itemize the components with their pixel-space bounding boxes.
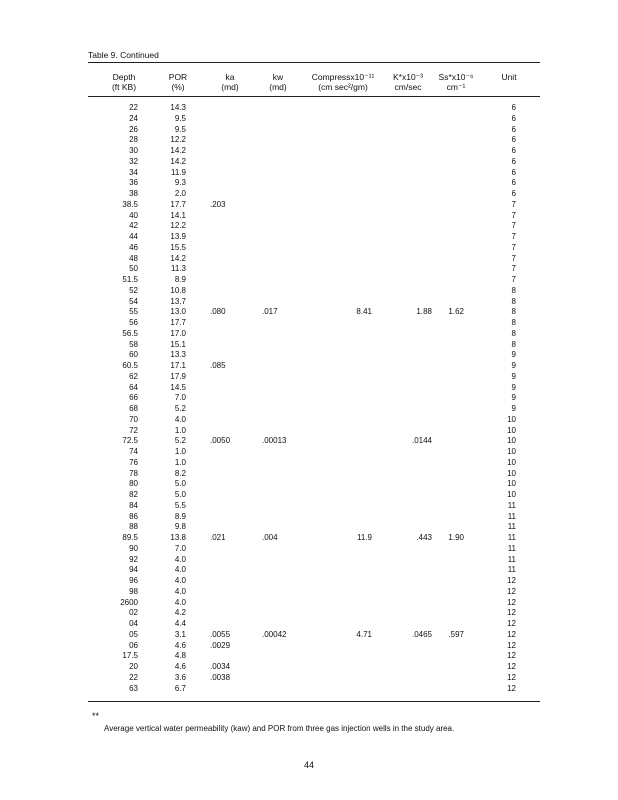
cell-unit: 10 [507,414,516,424]
cell-ka: .080 [210,307,226,317]
table-row [0,544,618,554]
cell-unit: 7 [511,253,516,263]
cell-depth: 38.5 [122,199,138,209]
cell-unit: 10 [507,447,516,456]
cell-por: 8.9 [174,511,186,521]
top-rule [88,62,540,63]
table-row [0,318,618,328]
cell-depth: 20 [129,662,138,671]
cell-por: 4.6 [174,662,186,671]
cell-unit: 8 [511,296,516,306]
table-row [0,565,618,575]
cell-por: 4.0 [174,565,186,575]
cell-por: 14.3 [170,103,186,112]
table-row [0,587,618,597]
cell-unit: 12 [507,683,516,693]
cell-depth: 32 [129,156,138,166]
header-ss [432,72,480,92]
cell-depth: 42 [129,221,138,231]
cell-ka: .0038 [210,672,231,682]
table-row [0,200,618,210]
cell-unit: 6 [511,135,516,145]
cell-ka: .0034 [210,662,231,671]
cell-unit: 11 [507,565,516,575]
cell-por: 8.2 [174,468,186,478]
cell-por: 15.1 [170,339,186,349]
header-ss-label: Ss*x10⁻⁶ [438,72,474,82]
cell-depth: 78 [129,468,138,478]
cell-ka: .0029 [210,640,231,650]
cell-comp: 8.41 [356,307,372,317]
cell-unit: 7 [511,242,516,252]
table-row [0,146,618,156]
cell-depth: 56.5 [122,328,138,338]
table-row [0,522,618,532]
cell-por: 13.3 [170,350,186,360]
cell-por: 5.5 [174,500,186,510]
cell-k: 1.88 [416,307,432,317]
cell-unit: 11 [507,533,516,542]
cell-por: 14.5 [170,382,186,392]
header-unit-label: Unit [501,72,517,82]
cell-por: 9.3 [174,178,186,188]
cell-unit: 9 [511,382,516,392]
table-row [0,684,618,694]
cell-depth: 98 [129,586,138,596]
cell-depth: 52 [129,285,138,295]
cell-unit: 7 [511,264,516,274]
table-row [0,103,618,113]
cell-depth: 92 [129,554,138,564]
cell-ka: .0055 [210,629,231,639]
bottom-rule [88,701,540,702]
cell-ka: .0050 [210,436,231,446]
cell-unit: 7 [511,210,516,220]
cell-depth: 54 [129,296,138,306]
cell-unit: 11 [507,511,516,521]
cell-unit: 10 [507,425,516,435]
cell-unit: 6 [511,189,516,198]
cell-depth: 50 [129,264,138,274]
cell-k: .0465 [411,629,432,639]
cell-unit: 9 [511,350,516,360]
table-row [0,512,618,522]
cell-unit: 9 [511,393,516,403]
cell-por: 12.2 [170,221,186,231]
cell-unit: 11 [507,554,516,564]
header-ss-unit: cm⁻¹ [446,82,466,92]
cell-por: 4.8 [174,651,186,661]
cell-por: 13.8 [170,533,186,542]
header-compress-unit: (cm sec²/gm) [318,82,368,92]
cell-unit: 6 [511,146,516,155]
cell-depth: 86 [129,511,138,521]
cell-por: 13.9 [170,232,186,241]
table-row [0,189,618,199]
cell-por: 4.2 [174,608,186,618]
header-compress [306,72,380,92]
header-kw-label: kw [272,72,284,82]
table-row [0,178,618,188]
cell-depth: 04 [129,619,138,628]
cell-por: 17.0 [170,328,186,338]
table-row [0,361,618,371]
cell-unit: 10 [507,468,516,478]
table-row [0,458,618,468]
cell-depth: 72 [129,425,138,435]
cell-por: 1.0 [174,425,186,435]
table-row [0,641,618,651]
cell-k: .0144 [411,436,432,446]
cell-depth: 72.5 [122,436,138,446]
cell-por: 4.0 [174,554,186,564]
cell-s: 1.90 [448,533,464,542]
cell-depth: 82 [129,490,138,499]
cell-s: 1.62 [448,307,464,317]
cell-por: 15.5 [170,242,186,252]
table-row [0,232,618,242]
table-row [0,630,618,640]
table-row [0,555,618,565]
cell-depth: 58 [129,339,138,349]
cell-unit: 6 [511,103,516,112]
cell-depth: 26 [129,124,138,134]
table-row [0,608,618,618]
cell-unit: 7 [511,275,516,284]
table-row [0,307,618,317]
table-row [0,651,618,661]
table-row [0,329,618,339]
footnote: Average vertical water permeability (kaw) and POR from three gas injection wells in the study area. [104,724,455,733]
cell-por: 2.0 [174,189,186,198]
cell-comp: 11.9 [357,533,372,542]
cell-unit: 12 [507,608,516,618]
cell-depth: 60.5 [122,361,138,370]
cell-unit: 11 [507,522,516,532]
cell-por: 7.0 [174,393,186,403]
cell-por: 14.2 [170,156,186,166]
cell-por: 4.0 [174,586,186,596]
cell-unit: 12 [507,640,516,650]
cell-depth: 22 [129,103,138,112]
cell-por: 4.0 [174,414,186,424]
cell-unit: 7 [511,221,516,231]
cell-unit: 8 [511,339,516,349]
cell-por: 7.0 [174,543,186,553]
table-row [0,393,618,403]
cell-depth: 48 [129,253,138,263]
table-row [0,254,618,264]
cell-por: 1.0 [174,447,186,456]
cell-unit: 10 [507,457,516,467]
cell-por: 3.1 [174,629,186,639]
cell-por: 17.7 [170,199,186,209]
header-compress-label: Compressx10⁻¹¹ [311,72,375,82]
cell-depth: 89.5 [122,533,138,542]
cell-unit: 8 [511,307,516,317]
cell-unit: 12 [507,662,516,671]
cell-por: 10.8 [170,285,186,295]
cell-por: 12.2 [170,135,186,145]
cell-unit: 6 [511,178,516,188]
cell-depth: 70 [129,414,138,424]
cell-depth: 51.5 [122,275,138,284]
cell-unit: 8 [511,328,516,338]
table-row [0,372,618,382]
header-por [158,72,198,92]
header-k-label: K*x10⁻³ [393,72,423,82]
table-row [0,436,618,446]
cell-depth: 94 [129,565,138,575]
cell-por: 11.3 [171,264,186,274]
cell-comp: 4.71 [356,629,372,639]
table-row [0,297,618,307]
cell-por: 17.9 [170,371,186,381]
header-k [384,72,432,92]
header-por-label: POR [168,72,188,82]
table-row [0,479,618,489]
cell-depth: 63 [129,683,138,693]
cell-por: 17.1 [170,361,186,370]
cell-por: 1.0 [174,457,186,467]
table-row [0,447,618,457]
cell-depth: 68 [129,404,138,413]
cell-depth: 88 [129,522,138,532]
cell-depth: 80 [129,479,138,489]
cell-depth: 40 [129,210,138,220]
cell-por: 9.5 [174,124,186,134]
cell-por: 8.9 [174,275,186,284]
cell-depth: 66 [129,393,138,403]
header-ka-unit: (md) [221,82,239,92]
cell-depth: 34 [129,167,138,177]
cell-unit: 12 [507,586,516,596]
cell-por: 9.5 [174,113,186,123]
cell-unit: 12 [507,672,516,682]
header-kw [260,72,296,92]
cell-por: 13.0 [170,307,186,317]
cell-unit: 12 [507,576,516,585]
cell-unit: 10 [507,479,516,489]
table-row [0,619,618,629]
cell-depth: 56 [129,318,138,327]
table-row [0,286,618,296]
cell-unit: 8 [511,285,516,295]
table-row [0,135,618,145]
table-row [0,576,618,586]
table-row [0,469,618,479]
cell-unit: 7 [511,232,516,241]
cell-por: 5.2 [174,404,186,413]
header-depth-label: Depth [112,72,136,82]
cell-kw: .017 [262,307,278,317]
cell-por: 6.7 [174,683,186,693]
table-row [0,350,618,360]
cell-por: 14.1 [170,210,186,220]
cell-depth: 76 [129,457,138,467]
cell-unit: 12 [507,619,516,628]
table-row [0,533,618,543]
cell-depth: 24 [129,113,138,123]
cell-unit: 9 [511,404,516,413]
table-row [0,114,618,124]
table-row [0,404,618,414]
cell-depth: 44 [129,232,138,241]
cell-unit: 6 [511,124,516,134]
cell-depth: 28 [129,135,138,145]
table-row [0,490,618,500]
cell-depth: 64 [129,382,138,392]
cell-por: 5.2 [174,436,186,446]
table-row [0,221,618,231]
cell-por: 11.9 [171,167,186,177]
table-row [0,426,618,436]
table-row [0,125,618,135]
cell-unit: 12 [507,629,516,639]
cell-unit: 12 [507,597,516,607]
cell-depth: 02 [129,608,138,618]
table-caption: Table 9. Continued [88,50,159,60]
header-rule [88,96,540,97]
cell-unit: 12 [507,651,516,661]
cell-por: 4.6 [174,640,186,650]
cell-depth: 2600 [120,597,138,607]
cell-ka: .085 [210,361,226,370]
cell-depth: 38 [129,189,138,198]
cell-por: 17.7 [170,318,186,327]
header-depth-unit: (ft KB) [111,82,137,92]
cell-depth: 62 [129,371,138,381]
table-row [0,501,618,511]
cell-por: 9.8 [174,522,186,532]
cell-unit: 6 [511,113,516,123]
table-row [0,157,618,167]
cell-ka: .203 [210,199,226,209]
cell-s: .597 [448,629,464,639]
cell-ka: .021 [210,533,226,542]
table-row [0,415,618,425]
header-por-unit: (%) [171,82,185,92]
cell-por: 4.0 [174,576,186,585]
cell-depth: 17.5 [122,651,138,661]
cell-por: 14.2 [170,253,186,263]
cell-depth: 96 [129,576,138,585]
header-depth [104,72,144,92]
cell-depth: 36 [129,178,138,188]
cell-kw: .00042 [262,629,287,639]
cell-unit: 11 [507,500,516,510]
table-row [0,275,618,285]
cell-por: 4.4 [174,619,186,628]
table-row [0,340,618,350]
cell-unit: 9 [511,361,516,370]
table-row [0,383,618,393]
cell-por: 13.7 [170,296,186,306]
table-row [0,243,618,253]
cell-por: 5.0 [174,479,186,489]
header-unit [494,72,524,82]
header-kw-unit: (md) [269,82,287,92]
cell-por: 5.0 [174,490,186,499]
cell-unit: 6 [511,167,516,177]
cell-unit: 7 [511,199,516,209]
table-row [0,264,618,274]
cell-por: 14.2 [170,146,186,155]
cell-depth: 22 [129,672,138,682]
cell-unit: 8 [511,318,516,327]
table-row [0,211,618,221]
cell-depth: 06 [129,640,138,650]
cell-k: .443 [416,533,432,542]
table-row [0,673,618,683]
cell-kw: .00013 [262,436,287,446]
cell-por: 3.6 [174,672,186,682]
cell-unit: 9 [511,371,516,381]
cell-depth: 05 [129,629,138,639]
cell-unit: 10 [507,490,516,499]
table-row [0,598,618,608]
cell-unit: 6 [511,156,516,166]
footnote-mark: ** [92,711,100,721]
page-number: 44 [303,760,314,770]
cell-depth: 74 [129,447,138,456]
cell-depth: 84 [129,500,138,510]
cell-depth: 46 [129,242,138,252]
cell-depth: 55 [129,307,138,317]
header-ka [212,72,248,92]
header-ka-label: ka [225,72,235,82]
cell-depth: 90 [129,543,138,553]
header-k-unit: cm/sec [394,82,422,92]
cell-unit: 11 [507,543,516,553]
cell-por: 4.0 [174,597,186,607]
cell-depth: 30 [129,146,138,155]
table-row [0,168,618,178]
cell-depth: 60 [129,350,138,360]
cell-kw: .004 [262,533,278,542]
table-row [0,662,618,672]
cell-unit: 10 [507,436,516,446]
